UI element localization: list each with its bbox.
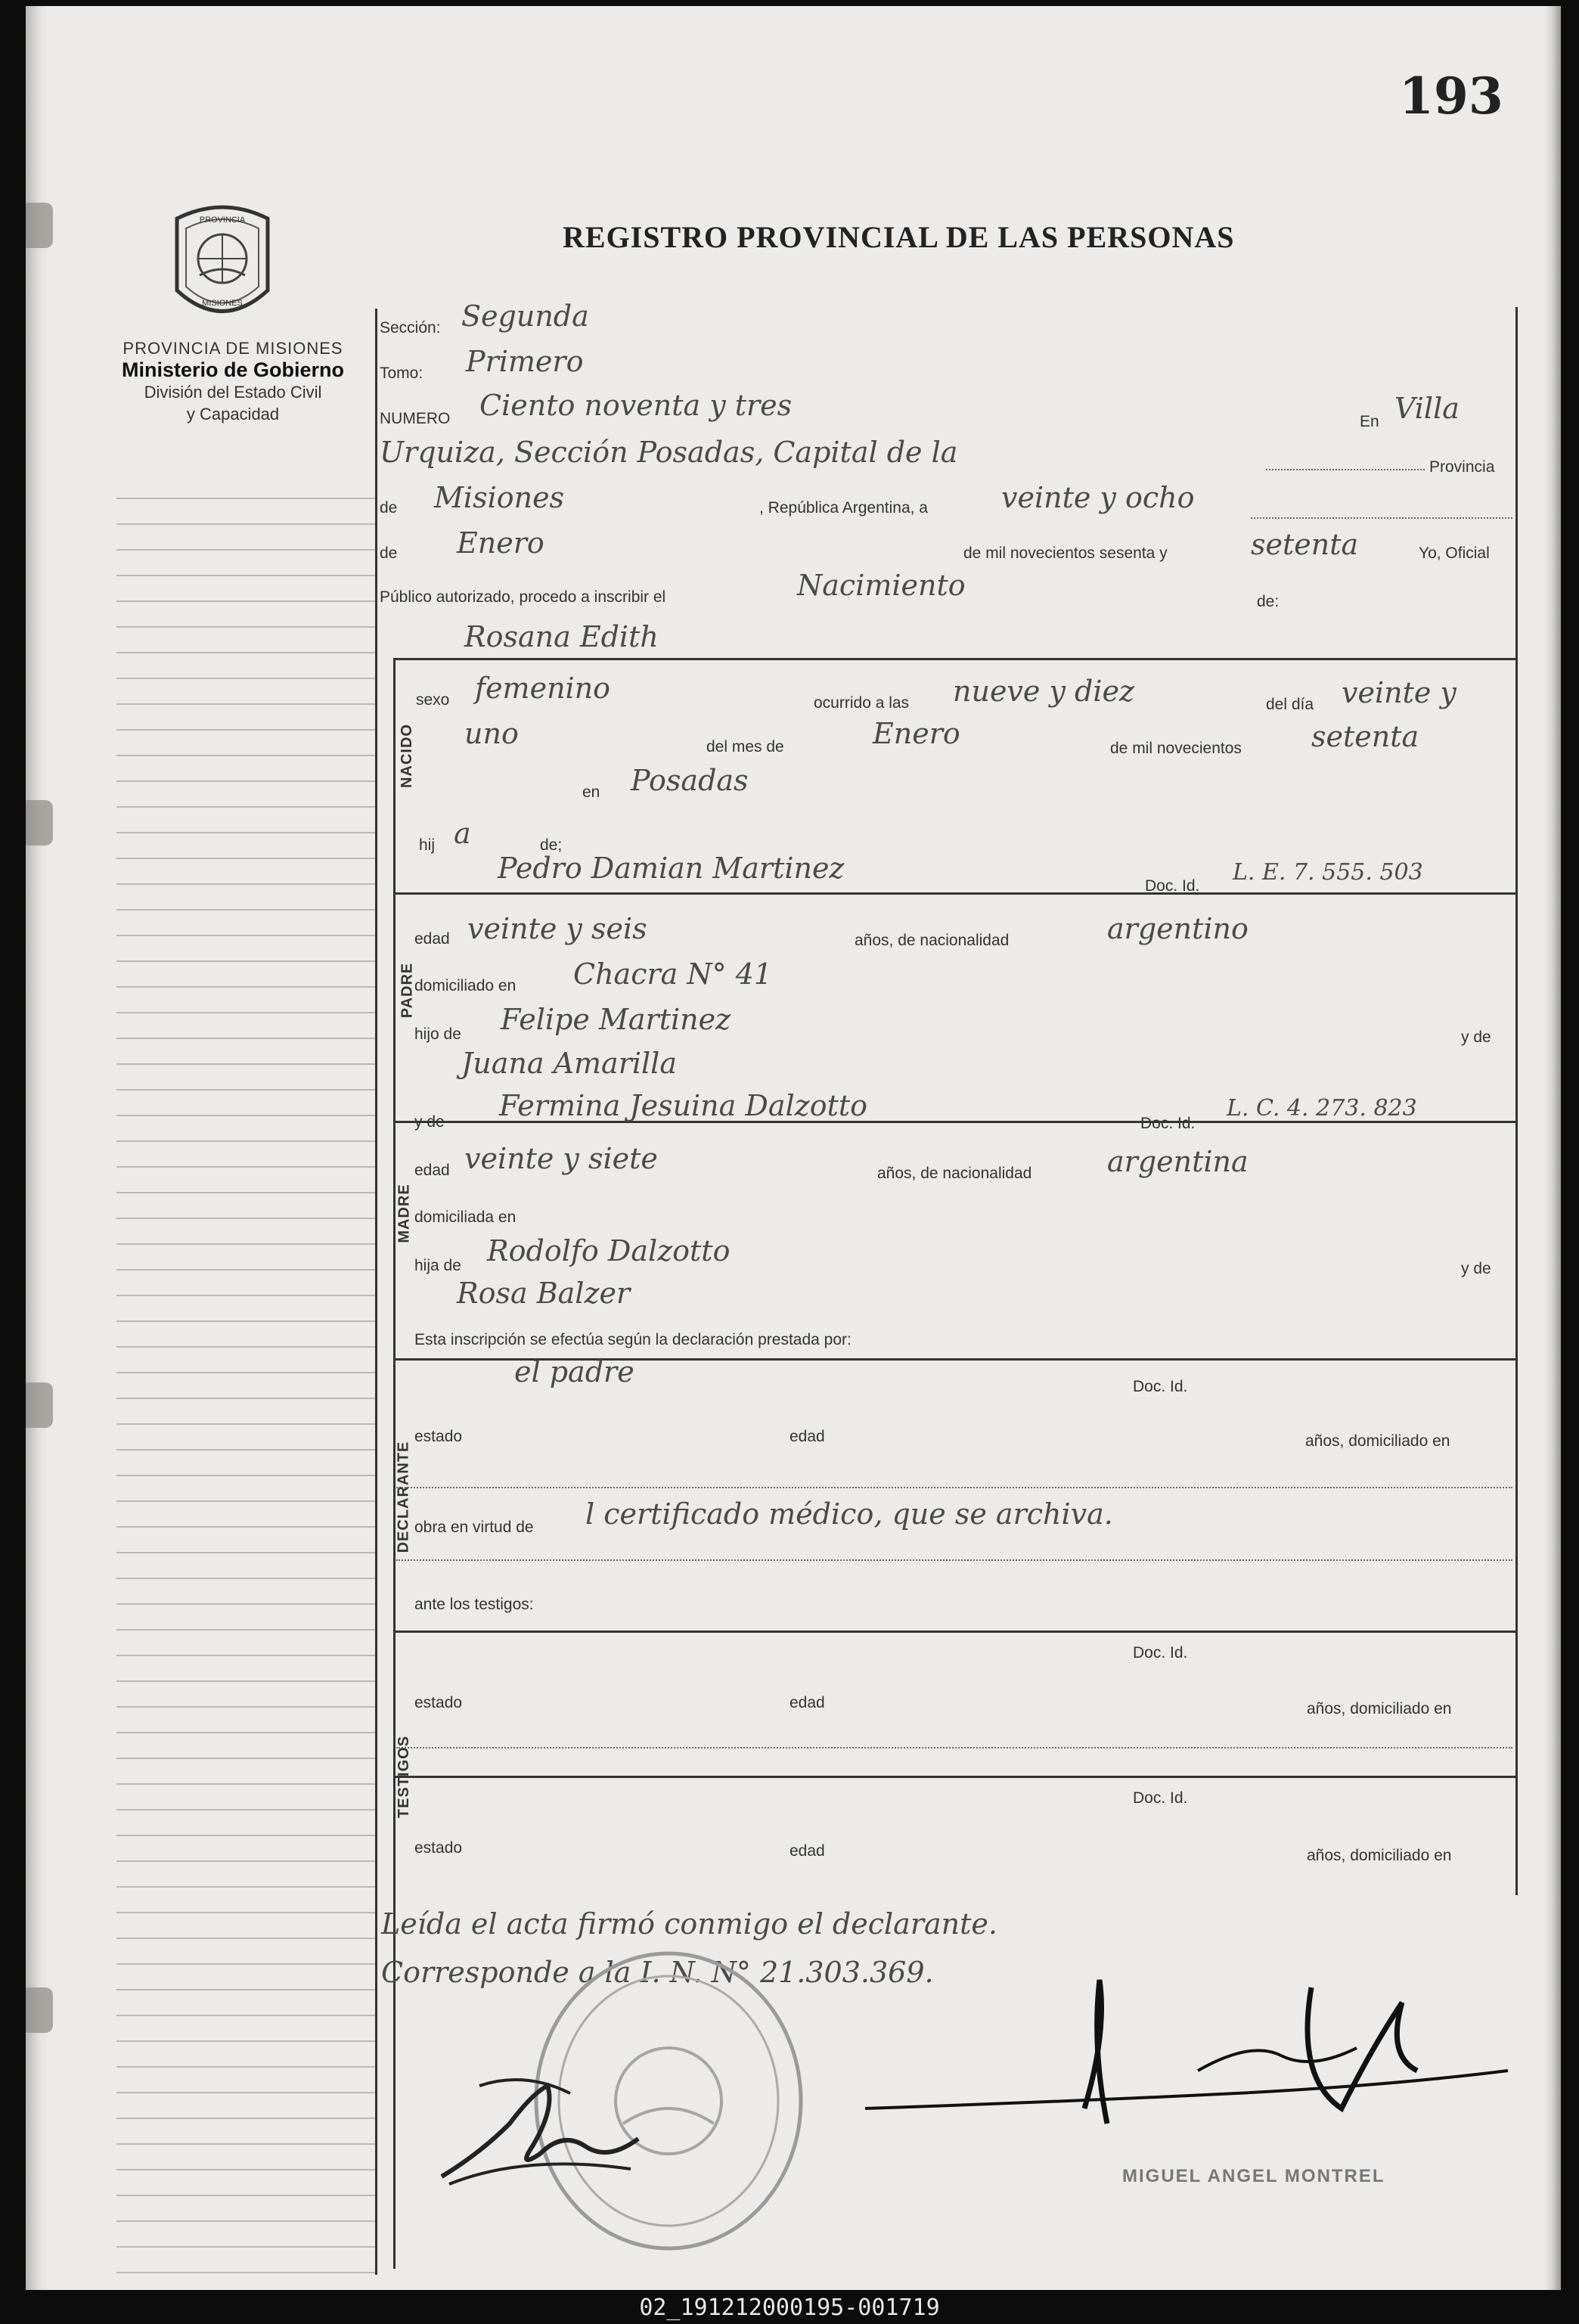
hw-padre-edad: veinte y seis xyxy=(467,912,647,945)
section-label-padre: PADRE xyxy=(399,962,416,1019)
separator-nacido xyxy=(393,658,1515,660)
dotted-line xyxy=(396,1559,1512,1561)
hw-en-place: Villa xyxy=(1394,392,1460,425)
dotted-line xyxy=(396,1487,1512,1488)
label-domiciliada-madre: domiciliada en xyxy=(414,1209,517,1226)
label-edad-testigo-2: edad xyxy=(790,1842,825,1860)
margin-rule xyxy=(375,309,377,2275)
label-y-de-madre: y de xyxy=(1461,1260,1491,1277)
separator-testigos xyxy=(393,1631,1515,1633)
hw-madre-nombre: Fermina Jesuina Dalzotto xyxy=(499,1089,867,1122)
hw-madre-doc: L. C. 4. 273. 823 xyxy=(1227,1095,1417,1122)
hw-madre-edad: veinte y siete xyxy=(464,1142,658,1175)
label-obra: obra en virtud de xyxy=(414,1519,534,1536)
hw-padre-dom: Chacra N° 41 xyxy=(573,957,773,991)
hw-sexo: femenino xyxy=(475,672,611,705)
hw-hora: nueve y diez xyxy=(953,675,1135,708)
province-seal-icon xyxy=(162,200,283,328)
label-edad-testigo-1: edad xyxy=(790,1694,825,1711)
hw-leido-1: Leída el acta firmó conmigo el declarante. xyxy=(381,1907,997,1941)
label-y-de-madre-nombre: y de xyxy=(414,1113,445,1131)
label-del-mes: del mes de xyxy=(706,738,784,756)
page-binding xyxy=(26,6,48,2290)
label-yo-oficial: Yo, Oficial xyxy=(1419,545,1490,562)
hw-madre-hija-de: Rodolfo Dalzotto xyxy=(487,1234,731,1267)
section-label-nacido: NACIDO xyxy=(398,724,415,788)
right-frame xyxy=(1515,307,1518,1895)
official-signature-icon xyxy=(858,1957,1523,2154)
page-number: 193 xyxy=(1399,67,1503,126)
label-de-mil-nov: de mil novecientos xyxy=(1110,740,1242,757)
label-esta-inscripcion: Esta inscripción se efectúa según la declaración prestada por: xyxy=(414,1331,852,1348)
hw-fecha-dia: veinte y ocho xyxy=(1001,481,1195,514)
hw-obra: l certificado médico, que se archiva. xyxy=(585,1497,1113,1531)
label-anos-dom-testigo-1: años, domiciliado en xyxy=(1307,1700,1452,1717)
label-doc-id-declarante: Doc. Id. xyxy=(1133,1378,1188,1395)
register-page xyxy=(26,6,1561,2290)
label-hijo-de: hijo de xyxy=(414,1025,461,1043)
label-de-colon: de: xyxy=(1257,593,1280,610)
hw-fecha-mes: Enero xyxy=(457,526,544,560)
label-tomo: Tomo: xyxy=(380,365,423,382)
label-doc-id-padre: Doc. Id. xyxy=(1145,877,1200,895)
label-numero: NUMERO xyxy=(380,410,451,427)
hw-seccion: Segunda xyxy=(461,299,589,333)
dotted-line xyxy=(396,1747,1512,1748)
hw-hij-suffix: a xyxy=(454,817,471,850)
section-label-madre: MADRE xyxy=(396,1184,413,1243)
hw-padre-nombre: Pedro Damian Martinez xyxy=(498,852,845,885)
dotted-line xyxy=(1266,469,1425,470)
label-en2: en xyxy=(582,783,600,801)
hw-declarante: el padre xyxy=(514,1355,634,1389)
hw-mes: Enero xyxy=(873,717,960,750)
hw-dia-2: uno xyxy=(464,717,519,750)
label-del-dia: del día xyxy=(1266,696,1314,713)
ministry-name: Ministerio de Gobierno xyxy=(121,358,345,381)
page-right-edge xyxy=(1544,6,1561,2290)
hw-dia-1: veinte y xyxy=(1342,676,1456,709)
hw-padre-doc: L. E. 7. 555. 503 xyxy=(1233,859,1423,886)
margin-ruled-lines xyxy=(116,473,377,2288)
section-label-testigos: TESTIGOS xyxy=(396,1735,413,1819)
official-name-stamp: MIGUEL ANGEL MONTREL xyxy=(1122,2166,1385,2186)
binding-hole xyxy=(26,800,53,846)
hw-lugar: Urquiza, Sección Posadas, Capital de la xyxy=(380,436,958,469)
section-label-declarante: DECLARANTE xyxy=(395,1441,412,1553)
hw-leido-2: Corresponde a la I. N. N° 21.303.369. xyxy=(381,1956,934,1989)
binding-hole xyxy=(26,203,53,248)
label-anos-nac-madre: años, de nacionalidad xyxy=(877,1165,1032,1182)
hw-madre-nac: argentina xyxy=(1107,1145,1249,1178)
separator-testigo-2 xyxy=(393,1776,1515,1778)
separator-padre xyxy=(393,892,1515,895)
label-edad-padre: edad xyxy=(414,930,450,948)
label-anos-nac-padre: años, de nacionalidad xyxy=(855,932,1010,949)
label-domiciliado-padre: domiciliado en xyxy=(414,977,517,994)
declarant-signature-icon xyxy=(434,2063,646,2199)
label-de2: de xyxy=(380,545,398,562)
seal-top-text: PROVINCIA xyxy=(199,216,246,225)
ministry-block xyxy=(82,337,384,425)
label-publico: Público autorizado, procedo a inscribir el xyxy=(380,588,666,606)
dotted-line xyxy=(1251,517,1512,519)
label-edad-declarante: edad xyxy=(790,1428,825,1445)
label-hija-de: hija de xyxy=(414,1257,461,1274)
division-name: División del Estado Civil xyxy=(144,383,322,402)
division-subname: y Capacidad xyxy=(186,405,280,424)
label-sexo: sexo xyxy=(416,691,450,709)
hw-padre-hijo-de: Felipe Martinez xyxy=(501,1003,731,1036)
label-anos-dom-declarante: años, domiciliado en xyxy=(1305,1432,1450,1450)
label-ante-testigos: ante los testigos: xyxy=(414,1596,534,1613)
seal-bottom-text: MISIONES xyxy=(202,299,243,308)
hw-fecha-anio: setenta xyxy=(1251,528,1359,561)
label-doc-id-testigo-1: Doc. Id. xyxy=(1133,1644,1188,1662)
label-estado-testigo-2: estado xyxy=(414,1839,463,1857)
label-estado-declarante: estado xyxy=(414,1428,463,1445)
hw-tomo: Primero xyxy=(466,345,584,378)
hw-padre-y-de: Juana Amarilla xyxy=(461,1047,677,1080)
label-de-semi: de; xyxy=(540,836,563,854)
label-seccion: Sección: xyxy=(380,319,441,337)
hw-anio: setenta xyxy=(1311,720,1419,753)
label-y-de-padre: y de xyxy=(1461,1029,1491,1046)
label-ocurrido: ocurrido a las xyxy=(814,694,910,712)
page-title: REGISTRO PROVINCIAL DE LAS PERSONAS xyxy=(563,220,1235,254)
label-de-mil: de mil novecientos sesenta y xyxy=(963,545,1168,562)
label-de: de xyxy=(380,499,398,517)
image-caption: 02_191212000195-001719 xyxy=(639,2295,940,2321)
hw-provincia: Misiones xyxy=(434,481,565,514)
hw-padre-nac: argentino xyxy=(1107,912,1249,945)
hw-lugar-nac: Posadas xyxy=(631,764,749,797)
hw-inscribe: Nacimiento xyxy=(797,569,966,602)
label-doc-id-testigo-2: Doc. Id. xyxy=(1133,1789,1188,1807)
hw-madre-y-de: Rosa Balzer xyxy=(457,1277,631,1310)
label-estado-testigo-1: estado xyxy=(414,1694,463,1711)
label-edad-madre: edad xyxy=(414,1162,450,1179)
hw-numero: Ciento noventa y tres xyxy=(479,389,793,422)
label-doc-id-madre: Doc. Id. xyxy=(1140,1115,1196,1132)
hw-nombre: Rosana Edith xyxy=(464,620,659,653)
label-republica: , República Argentina, a xyxy=(759,499,928,517)
binding-hole xyxy=(26,1382,53,1428)
label-provincia: Provincia xyxy=(1429,458,1495,476)
label-en: En xyxy=(1360,413,1379,430)
province-name: PROVINCIA DE MISIONES xyxy=(123,339,343,358)
label-anos-dom-testigo-2: años, domiciliado en xyxy=(1307,1847,1452,1864)
label-hij: hij xyxy=(419,836,436,854)
binding-hole xyxy=(26,1987,53,2033)
